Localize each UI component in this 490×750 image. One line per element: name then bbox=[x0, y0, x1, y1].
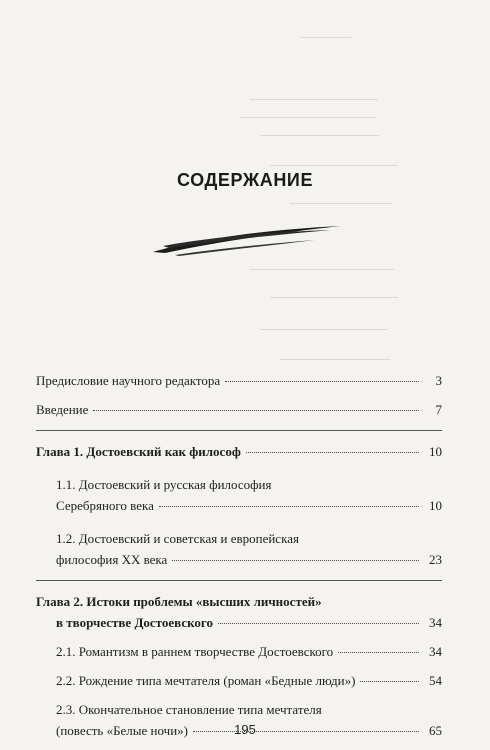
dot-leader bbox=[246, 452, 419, 453]
toc-page-number: 65 bbox=[429, 723, 442, 738]
bleed-through-text: ──────────────── bbox=[240, 110, 377, 124]
toc-page-number: 34 bbox=[429, 644, 442, 659]
toc-page-number: 23 bbox=[429, 552, 442, 567]
dot-leader bbox=[360, 681, 419, 682]
toc-page-number: 34 bbox=[429, 615, 442, 630]
toc-chapter-title: Глава 1. Достоевский как философ bbox=[36, 444, 241, 459]
toc-chapter-title: Глава 2. Истоки проблемы «высших личностей» bbox=[36, 594, 322, 609]
toc-page-number: 54 bbox=[429, 673, 442, 688]
bleed-through-text: ─────────────── bbox=[270, 158, 398, 172]
toc-entry-title: 2.3. Окончательное становление типа мечтателя bbox=[56, 702, 322, 717]
dot-leader bbox=[93, 410, 419, 411]
bleed-through-text: ─────────────── bbox=[260, 322, 388, 336]
toc-chapter[interactable] bbox=[36, 441, 442, 462]
toc-entry-title: Предисловие научного редактора bbox=[36, 373, 221, 388]
bleed-through-text: ────── bbox=[300, 30, 352, 44]
dot-leader bbox=[159, 506, 419, 507]
toc-subentry[interactable] bbox=[36, 670, 442, 691]
toc-chapter-title-cont: в творчестве Достоевского bbox=[56, 615, 213, 630]
bleed-through-text: ─────────────── bbox=[270, 290, 398, 304]
toc-page-number: 10 bbox=[429, 498, 442, 513]
table-of-contents bbox=[36, 370, 442, 741]
decorative-brush-stroke bbox=[145, 222, 345, 256]
toc-page-number: 10 bbox=[429, 444, 442, 459]
toc-subentry[interactable] bbox=[36, 641, 442, 662]
toc-entry[interactable] bbox=[36, 370, 442, 391]
bleed-through-text: ────────────── bbox=[260, 128, 380, 142]
section-divider bbox=[36, 430, 442, 431]
dot-leader bbox=[225, 381, 419, 382]
bleed-through-text: ──────────── bbox=[290, 196, 393, 210]
toc-entry-title: 2.2. Рождение типа мечтателя (роман «Бедные люди») bbox=[56, 673, 356, 688]
toc-entry-title: 2.1. Романтизм в раннем творчестве Достоевского bbox=[56, 644, 334, 659]
toc-entry-title-cont: философия XX века bbox=[56, 552, 168, 567]
toc-entry-title: Введение bbox=[36, 402, 89, 417]
dot-leader bbox=[218, 623, 419, 624]
dot-leader bbox=[172, 560, 419, 561]
toc-entry-title: 1.2. Достоевский и советская и европейская bbox=[56, 531, 299, 546]
page-number: 195 bbox=[234, 722, 256, 737]
toc-subentry[interactable] bbox=[36, 474, 442, 516]
toc-chapter[interactable] bbox=[36, 591, 442, 633]
toc-entry-title: 1.1. Достоевский и русская философия bbox=[56, 477, 272, 492]
toc-entry-title-cont: (повесть «Белые ночи») bbox=[56, 723, 188, 738]
toc-page-number: 3 bbox=[435, 373, 442, 388]
dot-leader bbox=[338, 652, 419, 653]
bleed-through-text: ─────────────── bbox=[250, 92, 378, 106]
page-title: СОДЕРЖАНИЕ bbox=[176, 170, 314, 190]
section-divider bbox=[36, 580, 442, 581]
toc-entry-title-cont: Серебряного века bbox=[56, 498, 154, 513]
bleed-through-text: ───────────────── bbox=[250, 262, 395, 276]
toc-subentry[interactable] bbox=[36, 528, 442, 570]
toc-entry[interactable] bbox=[36, 399, 442, 420]
bleed-through-text: ───────────── bbox=[280, 352, 391, 366]
toc-page-number: 7 bbox=[435, 402, 442, 417]
